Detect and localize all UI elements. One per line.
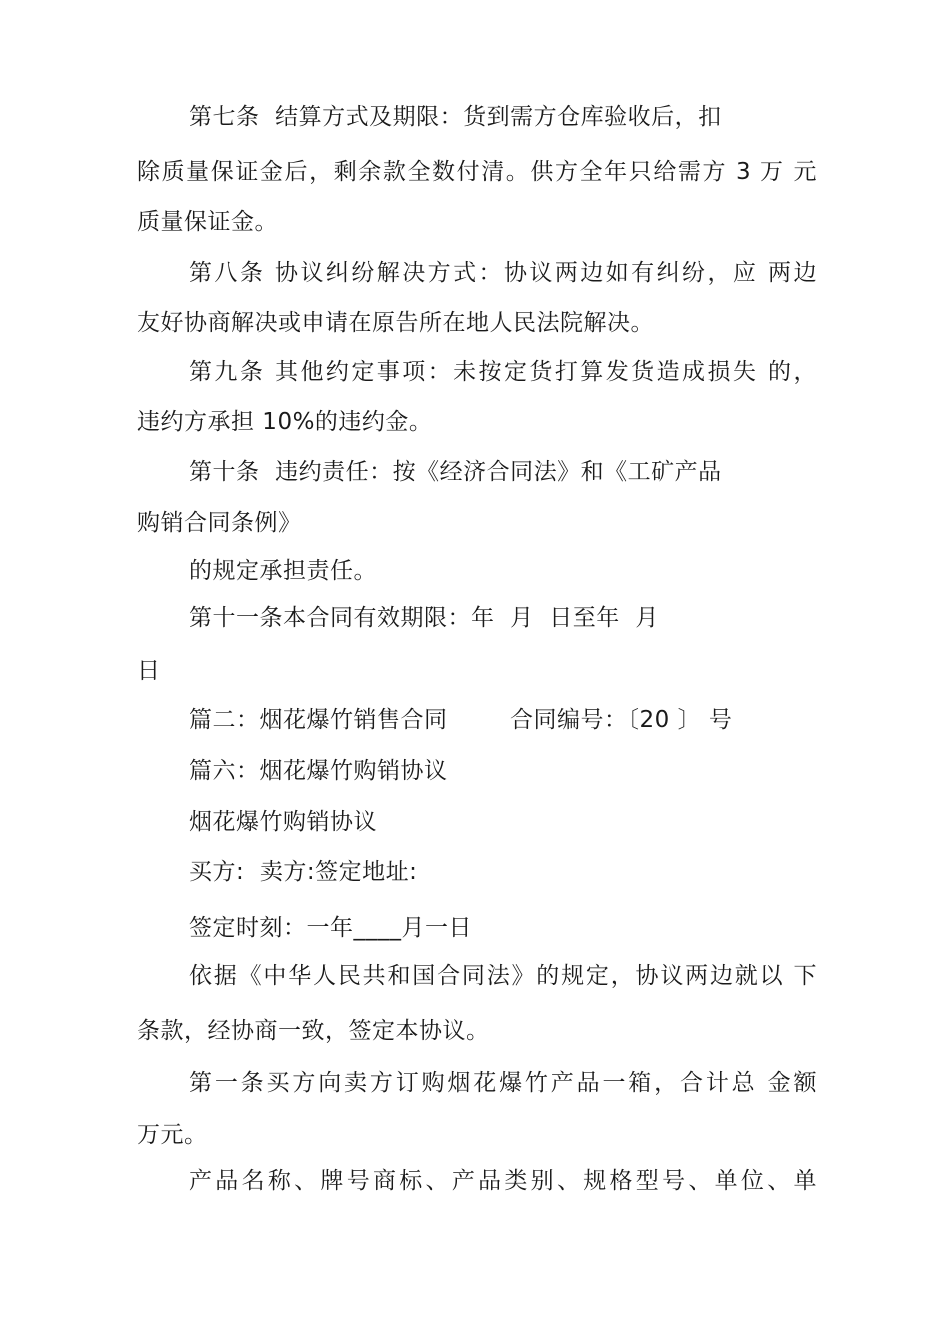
parties-line: 买方: 卖方:签定地址: [189, 859, 418, 885]
article-1-line-2: 万元。 [137, 1122, 208, 1148]
product-fields-line: 产品名称、牌号商标、产品类别、规格型号、单位、单 [189, 1168, 817, 1194]
clause-10-line-1: 第十条 违约责任：按《经济合同法》和《工矿产品 [189, 459, 722, 485]
clause-10-line-3: 的规定承担责任。 [189, 558, 377, 584]
clause-8-line-2: 友好协商解决或申请在原告所在地人民法院解决。 [137, 310, 654, 336]
clause-7-line-3: 质量保证金。 [137, 209, 278, 235]
clause-8-line-1: 第八条 协议纠纷解决方式：协议两边如有纠纷，应 两边 [189, 260, 817, 286]
clause-10-line-2: 购销合同条例》 [137, 510, 302, 536]
agreement-title: 烟花爆竹购销协议 [189, 809, 377, 835]
section-6-heading: 篇六：烟花爆竹购销协议 [189, 758, 448, 784]
preamble-line-1: 依据《中华人民共和国合同法》的规定，协议两边就以 下 [189, 963, 817, 989]
clause-7-line-2: 除质量保证金后，剩余款全数付清。供方全年只给需方 3 万 元 [137, 159, 817, 185]
clause-11-line-1: 第十一条本合同有效期限：年 月 日至年 月 [189, 605, 659, 631]
clause-11-line-2: 日 [137, 658, 161, 684]
signing-date-line: 签定时刻：一年____月一日 [189, 915, 472, 941]
clause-9-line-1: 第九条 其他约定事项：未按定货打算发货造成损失 的， [189, 359, 817, 385]
article-1-line-1: 第一条买方向卖方订购烟花爆竹产品一箱，合计总 金额 [189, 1070, 817, 1096]
clause-7-line-1: 第七条 结算方式及期限：货到需方仓库验收后，扣 [189, 104, 722, 130]
section-2-heading: 篇二：烟花爆竹销售合同 合同编号：〔20 〕 号 [189, 707, 733, 733]
preamble-line-2: 条款，经协商一致，签定本协议。 [137, 1018, 490, 1044]
clause-9-line-2: 违约方承担 10%的违约金。 [137, 409, 433, 435]
